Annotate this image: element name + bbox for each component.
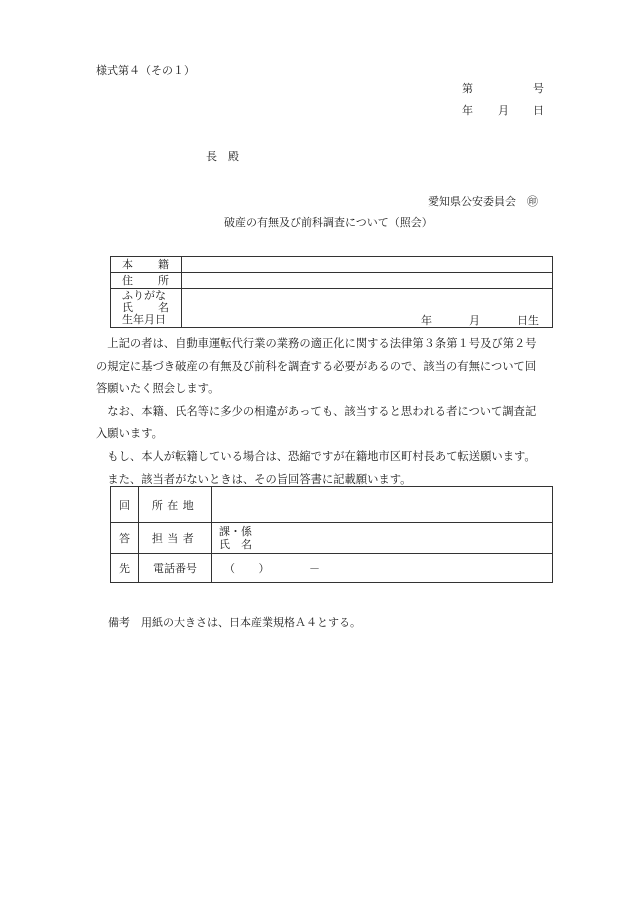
person-table — [110, 256, 553, 328]
reply-table — [110, 486, 553, 583]
location-field[interactable] — [212, 487, 553, 523]
date-month: 月 — [498, 104, 509, 117]
phone-dash: － — [309, 562, 320, 575]
address-label: 住 所 — [111, 273, 182, 289]
phone-close-paren: ） — [258, 562, 270, 575]
phone-label: 電話番号 — [139, 554, 212, 583]
reply-side-3: 先 — [111, 554, 139, 583]
staff-label: 担当者 — [139, 523, 212, 554]
paragraph-1: 上記の者は、自動車運転代行業の業務の適正化に関する法律第３条第１号及び第２号 — [107, 337, 537, 350]
honseki-label: 本 籍 — [111, 257, 182, 273]
phone-field[interactable] — [212, 554, 553, 583]
dob-month: 月 — [469, 314, 480, 327]
section-label: 課・係 — [219, 525, 252, 538]
date-day: 日 — [533, 104, 544, 117]
dob-day: 日生 — [517, 314, 539, 327]
paragraph-3: もし、本人が転籍している場合は、恐縮ですが在籍地市区町村長あて転送願います。 — [107, 449, 536, 463]
location-label: 所在地 — [139, 487, 212, 523]
addressee: 長 殿 — [206, 150, 239, 163]
furigana-label: ふりがな — [122, 289, 166, 302]
document-title: 破産の有無及び前科調査について（照会） — [224, 216, 433, 229]
dob-year: 年 — [421, 314, 432, 327]
phone-open-paren: （ — [224, 562, 235, 575]
sender: 愛知県公安委員会 ㊞ — [428, 195, 538, 208]
address-field[interactable] — [182, 273, 553, 289]
staff-field[interactable] — [212, 523, 553, 554]
number-prefix: 第 — [462, 82, 473, 95]
name-dob-label: ふりがな 氏 名 生年月日 — [111, 289, 182, 328]
name-dob-field[interactable] — [182, 289, 553, 328]
inquiry-body: 上記の者は、自動車運転代行業の業務の適正化に関する法律第３条第１号及び第２号 の規定に基づき破産の有無及び前科を調査する必要があるので、該当の有無について回 答願いたく照会します。 なお、本籍、氏名等に多少の相違があっても、該当すると思われる者について調査記 入願います。 もし、本人が転籍している場合は、恐縮ですが在籍地市区町村長あて転送願います。 また、該当者がないときは、その旨回答書に記載願います。 — [96, 333, 568, 491]
reply-side-1: 回 — [111, 487, 139, 523]
paragraph-2: なお、本籍、氏名等に多少の相違があっても、該当すると思われる者について調査記 — [107, 404, 537, 418]
staff-name-label: 氏 名 — [219, 538, 252, 551]
reply-side-2: 答 — [111, 523, 139, 554]
dob-label: 生年月日 — [122, 313, 166, 326]
paragraph-4: また、該当者がないときは、その旨回答書に記載願います。 — [107, 472, 412, 486]
honseki-field[interactable] — [182, 257, 553, 273]
footnote: 備考 用紙の大きさは、日本産業規格Ａ４とする。 — [108, 616, 361, 629]
date-year: 年 — [462, 104, 473, 117]
form-number: 様式第４（その１） — [96, 64, 195, 77]
number-suffix: 号 — [533, 82, 544, 95]
